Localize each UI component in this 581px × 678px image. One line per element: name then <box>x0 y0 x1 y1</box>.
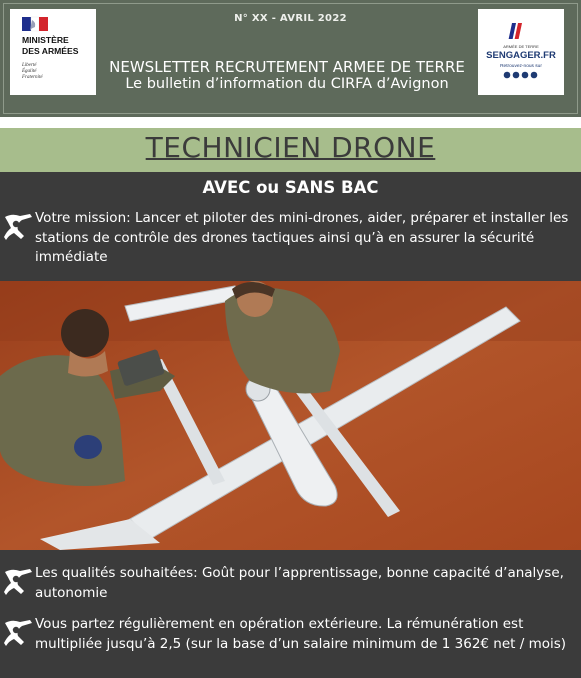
separator-band <box>0 117 581 128</box>
logo-motto1: Liberté <box>22 63 37 68</box>
logo-tag: Retrouvez-nous sur <box>500 64 542 69</box>
drone-bullet-icon <box>2 616 34 648</box>
youtube-icon[interactable] <box>513 72 520 79</box>
instagram-icon[interactable] <box>522 72 529 79</box>
logo-brand: SENGAGER.FR <box>486 50 556 61</box>
operations-text: Vous partez régulièrement en opération extérieure. La rémunération est multipliée jusqu’à 2,5 (sur la base d’un salaire minimum de 1 362€ net / mois) <box>35 616 567 652</box>
newsletter-header <box>0 0 581 117</box>
job-subtitle: AVEC ou SANS BAC <box>202 178 379 197</box>
logo-line1: MINISTÈRE <box>22 35 69 45</box>
soldiers-drone-image <box>0 281 581 550</box>
mission-text: Votre mission: Lancer et piloter des mini-drones, aider, préparer et installer les stations de contrôle des drones tactiques ainsi qu’à en assurer la sécurité immédiate <box>35 210 569 265</box>
newsletter-title: NEWSLETTER RECRUTEMENT ARMEE DE TERRE <box>109 58 465 76</box>
logo-small-text: ARMÉE DE TERRE <box>503 44 539 49</box>
logo-line2: DES ARMÉES <box>22 46 79 56</box>
drone-bullet-icon <box>2 565 34 597</box>
logo-motto2: Égalité <box>22 69 37 74</box>
drone-bullet-icon <box>2 210 34 242</box>
snapchat-icon[interactable] <box>531 72 538 79</box>
logo-motto3: Fraternité <box>22 75 43 80</box>
drone-photo <box>0 281 581 550</box>
issue-number: N° XX - AVRIL 2022 <box>234 13 347 24</box>
qualities-text: Les qualités souhaitées: Goût pour l’apprentissage, bonne capacité d’analyse, autonomie <box>35 565 564 601</box>
job-title: TECHNICIEN DRONE <box>145 131 436 164</box>
newsletter-subtitle: Le bulletin d’information du CIRFA d’Avignon <box>125 76 449 92</box>
facebook-icon[interactable] <box>504 72 511 79</box>
